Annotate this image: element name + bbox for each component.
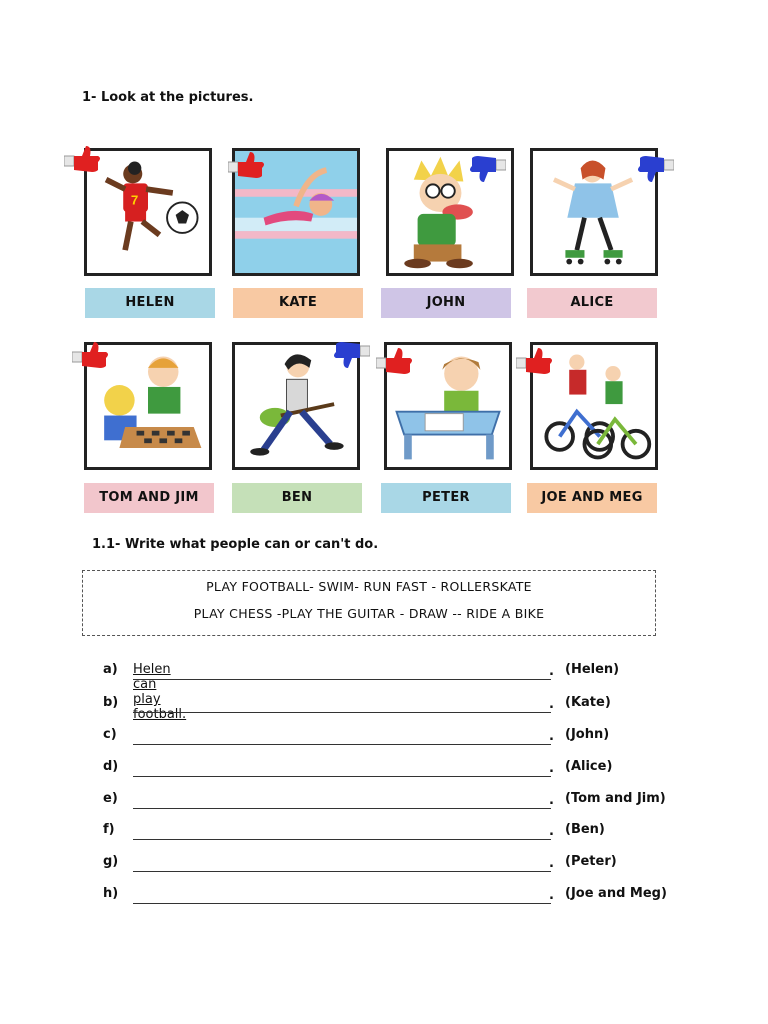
answer-person-name: (Tom and Jim)	[565, 791, 666, 806]
name-label-joe-and-meg: JOE AND MEG	[527, 483, 657, 513]
name-label-helen: HELEN	[85, 288, 215, 318]
answer-period: .	[549, 697, 554, 712]
answer-letter: a)	[103, 662, 118, 677]
answer-writing-line[interactable]	[133, 808, 551, 809]
answer-period: .	[549, 856, 554, 871]
answer-writing-line[interactable]	[133, 839, 551, 840]
answer-letter: e)	[103, 791, 118, 806]
exercise-instruction: 1- Look at the pictures.	[82, 90, 254, 105]
answer-period: .	[549, 824, 554, 839]
answer-letter: d)	[103, 759, 119, 774]
word-bank	[82, 570, 656, 636]
answer-letter: f)	[103, 822, 115, 837]
answer-person-name: (Ben)	[565, 822, 605, 837]
thumbs-down-icon	[636, 154, 674, 184]
svg-text:7: 7	[130, 192, 139, 208]
answer-letter: h)	[103, 886, 119, 901]
thumbs-down-icon	[332, 340, 370, 370]
thumbs-up-icon	[64, 144, 102, 174]
answer-period: .	[549, 664, 554, 679]
name-label-kate: KATE	[233, 288, 363, 318]
name-label-alice: ALICE	[527, 288, 657, 318]
answer-writing-line[interactable]	[133, 871, 551, 872]
answer-person-name: (Kate)	[565, 695, 611, 710]
answer-period: .	[549, 888, 554, 903]
thumbs-down-icon	[468, 154, 506, 184]
name-label-john: JOHN	[381, 288, 511, 318]
task-instruction: 1.1- Write what people can or can't do.	[92, 537, 379, 552]
name-label-peter: PETER	[381, 483, 511, 513]
answer-example-text: Helen can play football.	[133, 662, 187, 722]
answer-letter: b)	[103, 695, 119, 710]
answer-letter: c)	[103, 727, 117, 742]
picture-helen	[84, 148, 212, 276]
thumbs-up-icon	[376, 346, 414, 376]
football-player-icon	[87, 151, 209, 273]
answer-letter: g)	[103, 854, 119, 869]
name-label-ben: BEN	[232, 483, 362, 513]
word-bank-line-1: PLAY FOOTBALL- SWIM- RUN FAST - ROLLERSKATE	[206, 579, 532, 594]
thumbs-up-icon	[72, 340, 110, 370]
answer-writing-line[interactable]	[133, 903, 551, 904]
answer-period: .	[549, 729, 554, 744]
answer-period: .	[549, 761, 554, 776]
answer-period: .	[549, 793, 554, 808]
answer-person-name: (Helen)	[565, 662, 620, 677]
answer-person-name: (Joe and Meg)	[565, 886, 667, 901]
name-label-tom-and-jim: TOM AND JIM	[84, 483, 214, 513]
answer-writing-line[interactable]	[133, 712, 551, 713]
answer-person-name: (Peter)	[565, 854, 617, 869]
thumbs-up-icon	[516, 346, 554, 376]
answer-person-name: (Alice)	[565, 759, 613, 774]
word-bank-line-2: PLAY CHESS -PLAY THE GUITAR - DRAW -- RIDE A BIKE	[193, 606, 545, 621]
answer-writing-line[interactable]	[133, 776, 551, 777]
thumbs-up-icon	[228, 150, 266, 180]
answer-writing-line[interactable]	[133, 679, 551, 680]
answer-person-name: (John)	[565, 727, 610, 742]
answer-writing-line[interactable]	[133, 744, 551, 745]
